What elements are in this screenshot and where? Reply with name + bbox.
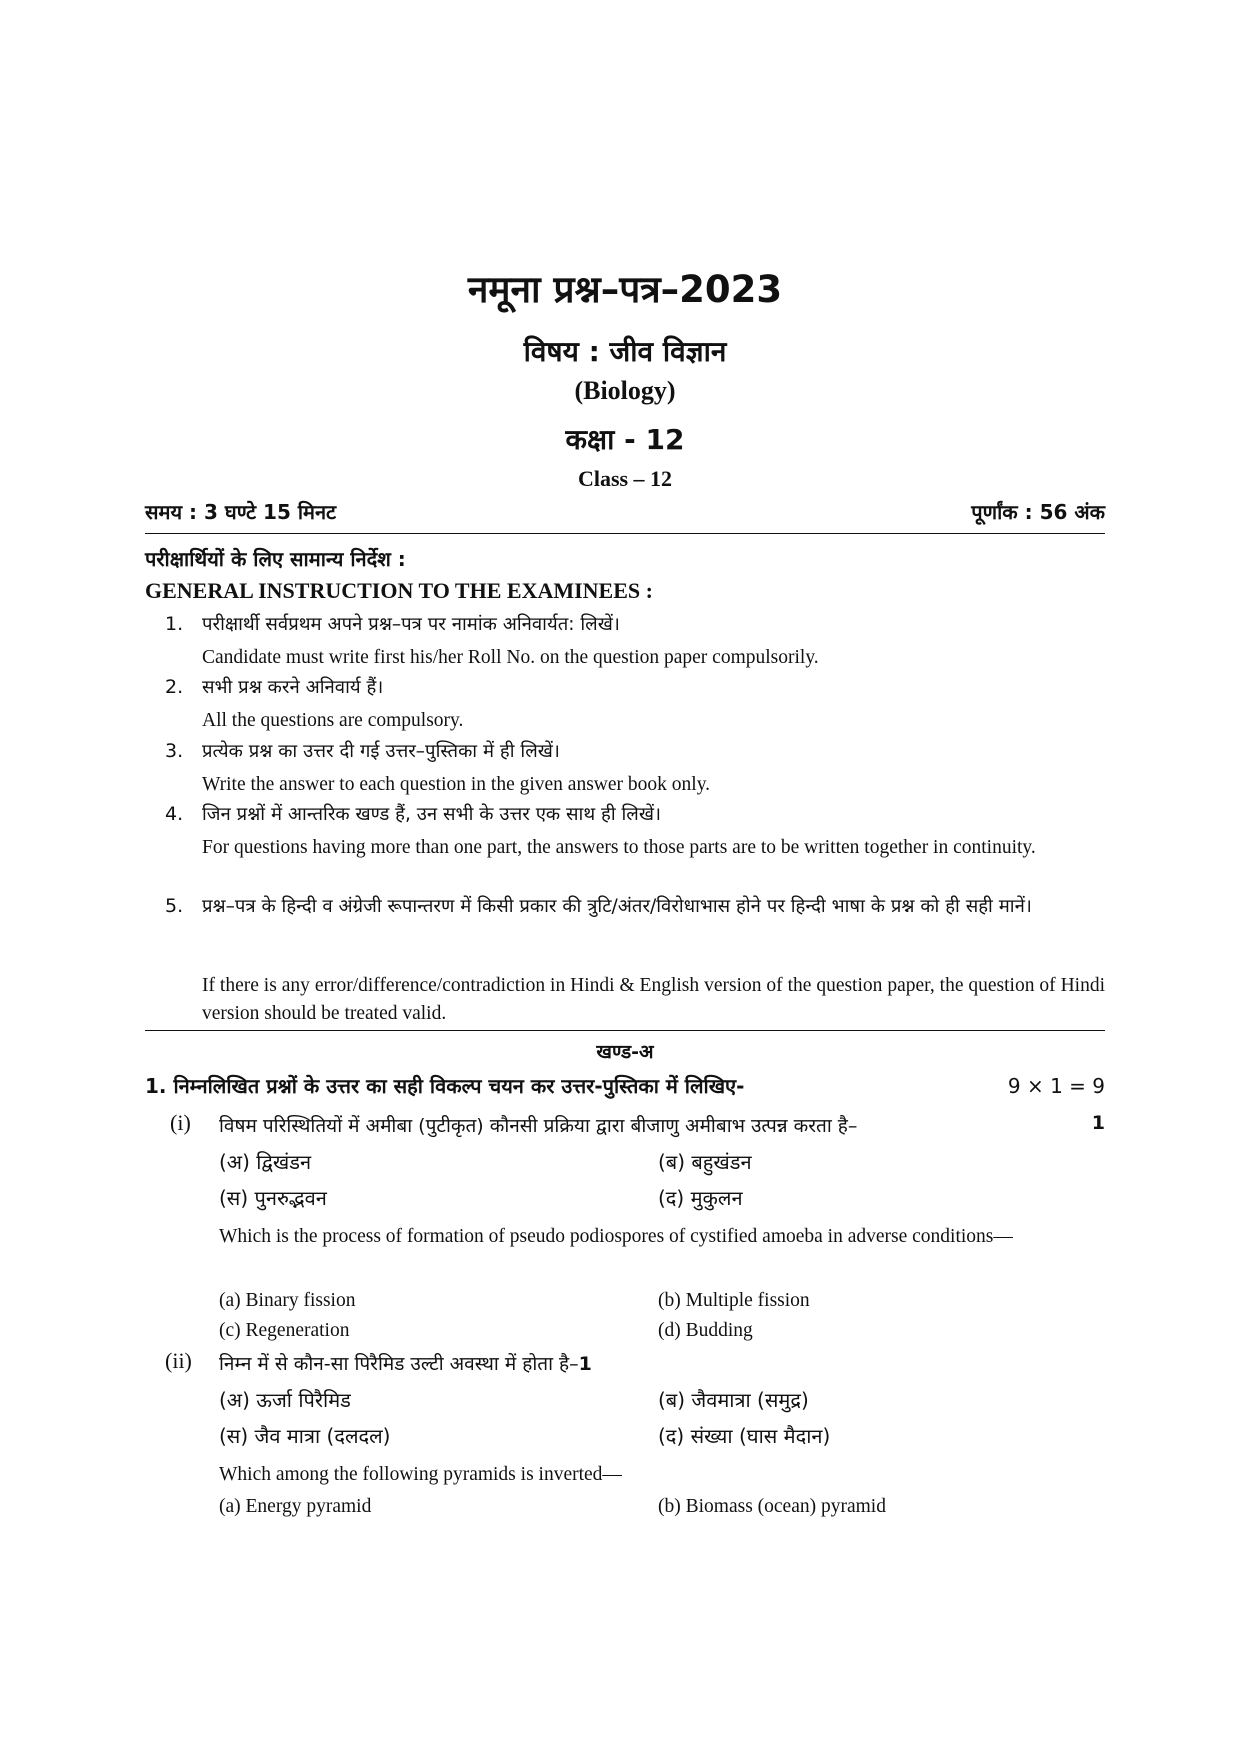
instruction-number: 5. bbox=[165, 895, 184, 917]
header-divider bbox=[145, 533, 1105, 534]
maximum-marks: पूर्णांक : 56 अंक bbox=[971, 500, 1105, 524]
option-english: (a) Binary fission bbox=[219, 1290, 356, 1311]
time-allowed: समय : 3 घण्टे 15 मिनट bbox=[145, 500, 337, 524]
section-title: खण्ड-अ bbox=[596, 1041, 654, 1063]
instruction-number: 2. bbox=[165, 676, 184, 698]
question-1-marks: 9 × 1 = 9 bbox=[1007, 1074, 1105, 1098]
instruction-text-hindi: प्रत्येक प्रश्न का उत्तर दी गई उत्तर–पुस्तिका में ही लिखें। bbox=[202, 741, 560, 762]
instruction-number: 4. bbox=[165, 803, 184, 825]
option-hindi: (स) जैव मात्रा (दलदल) bbox=[219, 1424, 391, 1448]
option-hindi: (द) संख्या (घास मैदान) bbox=[658, 1424, 831, 1448]
instruction-text-english: Write the answer to each question in the given answer book only. bbox=[202, 774, 711, 795]
option-hindi: (अ) ऊर्जा पिरैमिड bbox=[219, 1388, 351, 1412]
option-hindi: (द) मुकुलन bbox=[658, 1186, 743, 1210]
sub-question-text-hindi-content: निम्न में से कौन-सा पिरैमिड उल्टी अवस्था में होता है– bbox=[219, 1353, 579, 1375]
sub-question-marks: 1 bbox=[1091, 1112, 1105, 1134]
sub-question-text-hindi: विषम परिस्थितियों में अमीबा (पुटीकृत) कौनसी प्रक्रिया द्वारा बीजाणु अमीबाभ उत्पन्न करता है– bbox=[219, 1115, 858, 1137]
instruction-text-hindi: जिन प्रश्नों में आन्तरिक खण्ड हैं, उन सभी के उत्तर एक साथ ही लिखें। bbox=[202, 804, 661, 825]
instruction-text-hindi: परीक्षार्थी सर्वप्रथम अपने प्रश्न–पत्र पर नामांक अनिवार्यत: लिखें। bbox=[202, 614, 620, 635]
option-hindi: (अ) द्विखंडन bbox=[219, 1150, 312, 1174]
instruction-text-english: If there is any error/difference/contradiction in Hindi & English version of the question paper, the question of Hindi version should be treated valid. bbox=[202, 975, 1105, 1024]
sub-question-text-english: Which is the process of formation of pseudo podiospores of cystified amoeba in adverse conditions— bbox=[219, 1226, 1013, 1247]
sub-question-text-english: Which among the following pyramids is inverted— bbox=[219, 1464, 622, 1485]
option-hindi: (ब) बहुखंडन bbox=[658, 1150, 752, 1174]
subject-english: (Biology) bbox=[574, 376, 676, 405]
sub-question-text-hindi bbox=[219, 1350, 592, 1376]
sub-question-number: (i) bbox=[170, 1110, 191, 1135]
option-english: (d) Budding bbox=[658, 1320, 753, 1341]
instruction-text-english: All the questions are compulsory. bbox=[202, 710, 464, 731]
question-paper-page bbox=[145, 0, 1105, 1755]
instruction-number: 3. bbox=[165, 740, 184, 762]
instructions-heading-hindi: परीक्षार्थियों के लिए सामान्य निर्देश : bbox=[145, 547, 406, 571]
instruction-text-english: Candidate must write first his/her Roll No. on the question paper compulsorily. bbox=[202, 647, 819, 668]
option-english: (b) Biomass (ocean) pyramid bbox=[658, 1496, 886, 1517]
sub-question-number: (ii) bbox=[165, 1348, 192, 1373]
option-english: (b) Multiple fission bbox=[658, 1290, 810, 1311]
instruction-number: 1. bbox=[165, 613, 184, 635]
instruction-text-hindi: प्रश्न–पत्र के हिन्दी व अंग्रेजी रूपान्तरण में किसी प्रकार की त्रुटि/अंतर/विरोधाभास होने पर हिन्दी भाषा के प्रश्न को ही सही मानें। bbox=[202, 896, 1032, 917]
option-hindi: (ब) जैवमात्रा (समुद्र) bbox=[658, 1388, 809, 1412]
paper-title: नमूना प्रश्न–पत्र–2023 bbox=[467, 268, 783, 311]
instructions-divider bbox=[145, 1030, 1105, 1031]
instruction-text-english: For questions having more than one part, the answers to those parts are to be written together in continuity. bbox=[202, 837, 1036, 858]
sub-question-marks: 1 bbox=[578, 1353, 592, 1375]
option-english: (c) Regeneration bbox=[219, 1320, 350, 1341]
class-hindi: कक्षा - 12 bbox=[565, 423, 685, 456]
question-1-heading: 1. निम्नलिखित प्रश्नों के उत्तर का सही विकल्प चयन कर उत्तर-पुस्तिका में लिखिए- bbox=[145, 1074, 745, 1098]
option-hindi: (स) पुनरुद्भवन bbox=[219, 1186, 327, 1210]
class-english: Class – 12 bbox=[577, 466, 673, 491]
subject-hindi: विषय : जीव विज्ञान bbox=[523, 335, 727, 368]
instructions-heading-english: GENERAL INSTRUCTION TO THE EXAMINEES : bbox=[145, 578, 653, 603]
instruction-text-hindi: सभी प्रश्न करने अनिवार्य हैं। bbox=[202, 677, 384, 698]
option-english: (a) Energy pyramid bbox=[219, 1496, 372, 1517]
